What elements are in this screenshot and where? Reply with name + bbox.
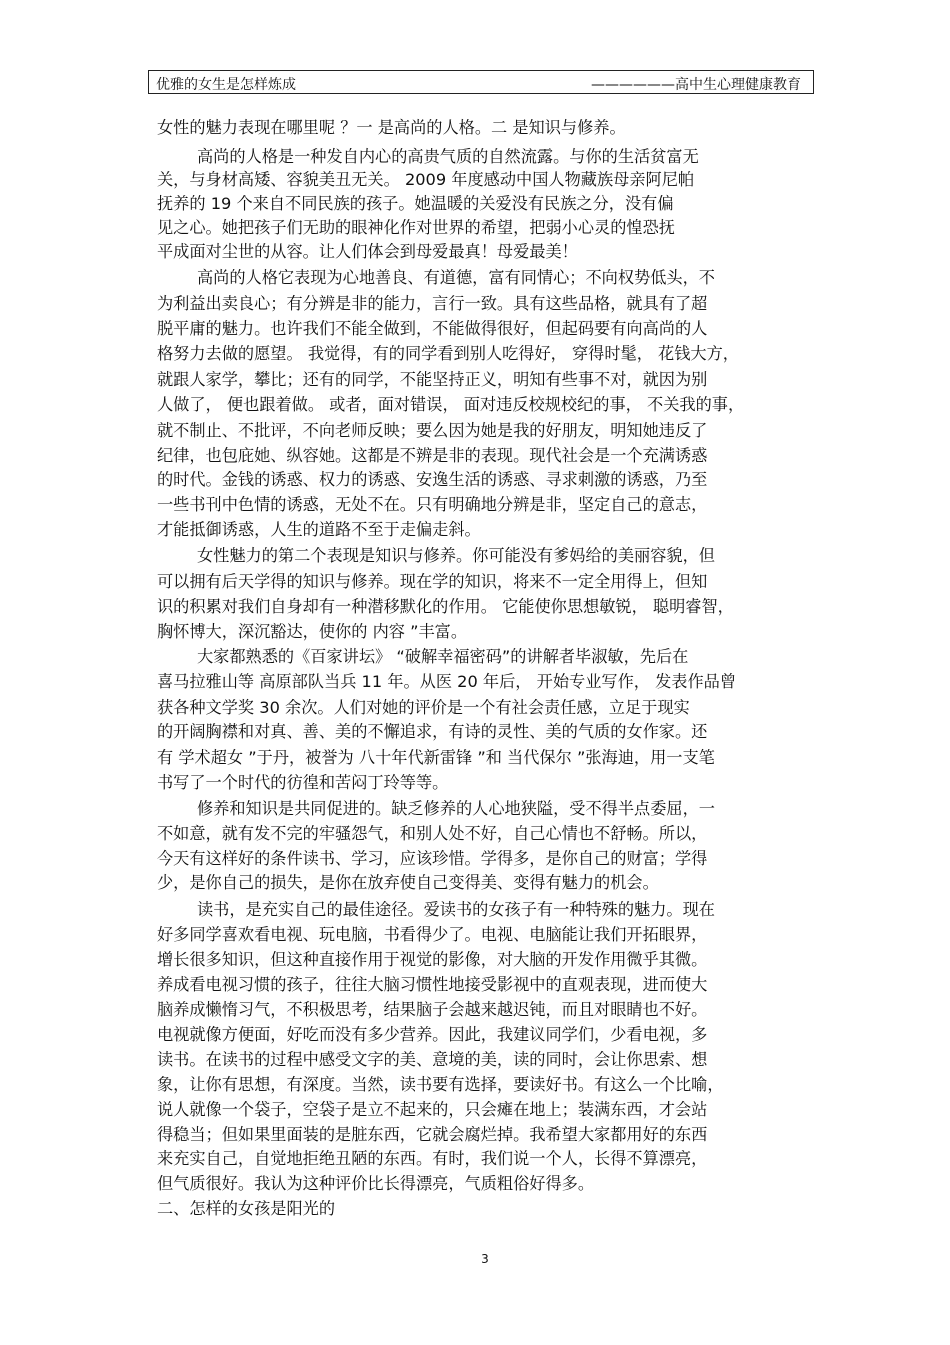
text-line: 有 学术超女 ”于丹，被誉为 八十年代新雷锋 ”和 当代保尔 ”张海迪，用一支笔: [157, 748, 715, 767]
text-line: 说人就像一个袋子，空袋子是立不起来的，只会瘫在地上；装满东西，才会站: [157, 1100, 708, 1119]
text-line: 就不制止、不批评，不向老师反映；要么因为她是我的好朋友，明知她违反了: [157, 421, 708, 440]
text-line: 好多同学喜欢看电视、玩电脑，书看得少了。电视、电脑能让我们开拓眼界，: [157, 925, 708, 944]
text-line: 得稳当；但如果里面装的是脏东西，它就会腐烂掉。我希望大家都用好的东西: [157, 1125, 708, 1144]
text-line: 高尚的人格它表现为心地善良、有道德，富有同情心；不向权势低头，不: [197, 268, 715, 287]
text-line: 读书。在读书的过程中感受文字的美、意境的美，读的同时，会让你思索、想: [157, 1050, 708, 1069]
text-line: 纪律，也包庇她、纵容她。这都是不辨是非的表现。现代社会是一个充满诱惑: [157, 446, 708, 465]
text-line: 不如意，就有发不完的牢骚怨气，和别人处不好，自己心情也不舒畅。所以，: [157, 824, 708, 843]
text-line: 修养和知识是共同促进的。缺乏修养的人心地狭隘，受不得半点委屈，一: [197, 799, 715, 818]
text-line: 脑养成懒惰习气，不积极思考，结果脑子会越来越迟钝，而且对眼睛也不好。: [157, 1000, 708, 1019]
text-line: 为利益出卖良心；有分辨是非的能力，言行一致。具有这些品格，就具有了超: [157, 294, 708, 313]
text-line: 关，与身材高矮、容貌美丑无关。 2009 年度感动中国人物藏族母亲阿尼帕: [157, 170, 695, 189]
header-right-title: ——————高中生心理健康教育: [591, 77, 801, 93]
text-line: 可以拥有后天学得的知识与修养。现在学的知识，将来不一定全用得上，但知: [157, 572, 708, 591]
text-line: 喜马拉雅山等 高原部队当兵 11 年。从医 20 年后， 开始专业写作， 发表作品曾: [157, 672, 737, 691]
text-line: 少，是你自己的损失，是你在放弃使自己变得美、变得有魅力的机会。: [157, 873, 659, 892]
text-line: 但气质很好。我认为这种评价比长得漂亮，气质粗俗好得多。: [157, 1174, 595, 1193]
text-line: 一些书刊中色情的诱惑，无处不在。只有明确地分辨是非，坚定自己的意志，: [157, 495, 708, 514]
text-line: 格努力去做的愿望。 我觉得，有的同学看到别人吃得好， 穿得时髦， 花钱大方，: [157, 344, 739, 363]
text-line: 书写了一个时代的彷徨和苦闷丁玲等等。: [157, 773, 449, 792]
text-line: 来充实自己，自觉地拒绝丑陋的东西。有时，我们说一个人，长得不算漂亮，: [157, 1149, 708, 1168]
text-line: 高尚的人格是一种发自内心的高贵气质的自然流露。与你的生活贫富无: [197, 147, 699, 166]
text-line: 识的积累对我们自身却有一种潜移默化的作用。 它能使你思想敏锐， 聪明睿智，: [157, 597, 734, 616]
text-line: 人做了， 便也跟着做。 或者，面对错误， 面对违反校规校纪的事， 不关我的事，: [157, 395, 745, 414]
text-line: 今天有这样好的条件读书、学习，应该珍惜。学得多，是你自己的财富；学得: [157, 849, 708, 868]
text-line: 读书，是充实自己的最佳途径。爱读书的女孩子有一种特殊的魅力。现在: [197, 900, 715, 919]
text-line: 抚养的 19 个来自不同民族的孩子。她温暖的关爱没有民族之分，没有偏: [157, 194, 674, 213]
text-line: 电视就像方便面，好吃而没有多少营养。因此，我建议同学们，少看电视，多: [157, 1025, 708, 1044]
text-line: 养成看电视习惯的孩子，往往大脑习惯性地接受影视中的直观表现，进而使大: [157, 975, 708, 994]
text-line: 平成面对尘世的从容。让人们体会到母爱最真！母爱最美！: [157, 242, 578, 261]
text-line: 的时代。金钱的诱惑、权力的诱惑、安逸生活的诱惑、寻求刺激的诱惑，乃至: [157, 470, 708, 489]
page-number: 3: [481, 1252, 489, 1266]
text-line: 获各种文学奖 30 余次。人们对她的评价是一个有社会责任感，立足于现实: [157, 698, 690, 717]
text-line: 就跟人家学，攀比；还有的同学，不能坚持正义，明知有些事不对，就因为别: [157, 370, 708, 389]
text-line: 脱平庸的魅力。也许我们不能全做到，不能做得很好，但起码要有向高尚的人: [157, 319, 708, 338]
text-line: 胸怀博大，深沉豁达，使你的 内容 ”丰富。: [157, 622, 468, 641]
text-line: 象，让你有思想，有深度。当然，读书要有选择，要读好书。有这么一个比喻，: [157, 1075, 724, 1094]
text-line: 大家都熟悉的《百家讲坛》 “破解幸福密码”的讲解者毕淑敏，先后在: [197, 647, 689, 666]
section-heading: 二、怎样的女孩是阳光的: [157, 1199, 336, 1218]
text-line: 增长很多知识，但这种直接作用于视觉的影像，对大脑的开发作用微乎其微。: [157, 950, 708, 969]
text-line: 才能抵御诱惑，人生的道路不至于走偏走斜。: [157, 520, 481, 539]
text-line: 见之心。她把孩子们无助的眼神化作对世界的希望，把弱小心灵的惶恐抚: [157, 218, 675, 237]
header-left-title: 优雅的女生是怎样炼成: [156, 77, 296, 93]
text-line: 女性的魅力表现在哪里呢 ？一 是高尚的人格。二 是知识与修养。: [157, 118, 626, 137]
text-line: 女性魅力的第二个表现是知识与修养。你可能没有爹妈给的美丽容貌，但: [197, 546, 715, 565]
text-line: 的开阔胸襟和对真、善、美的不懈追求，有诗的灵性、美的气质的女作家。还: [157, 722, 708, 741]
